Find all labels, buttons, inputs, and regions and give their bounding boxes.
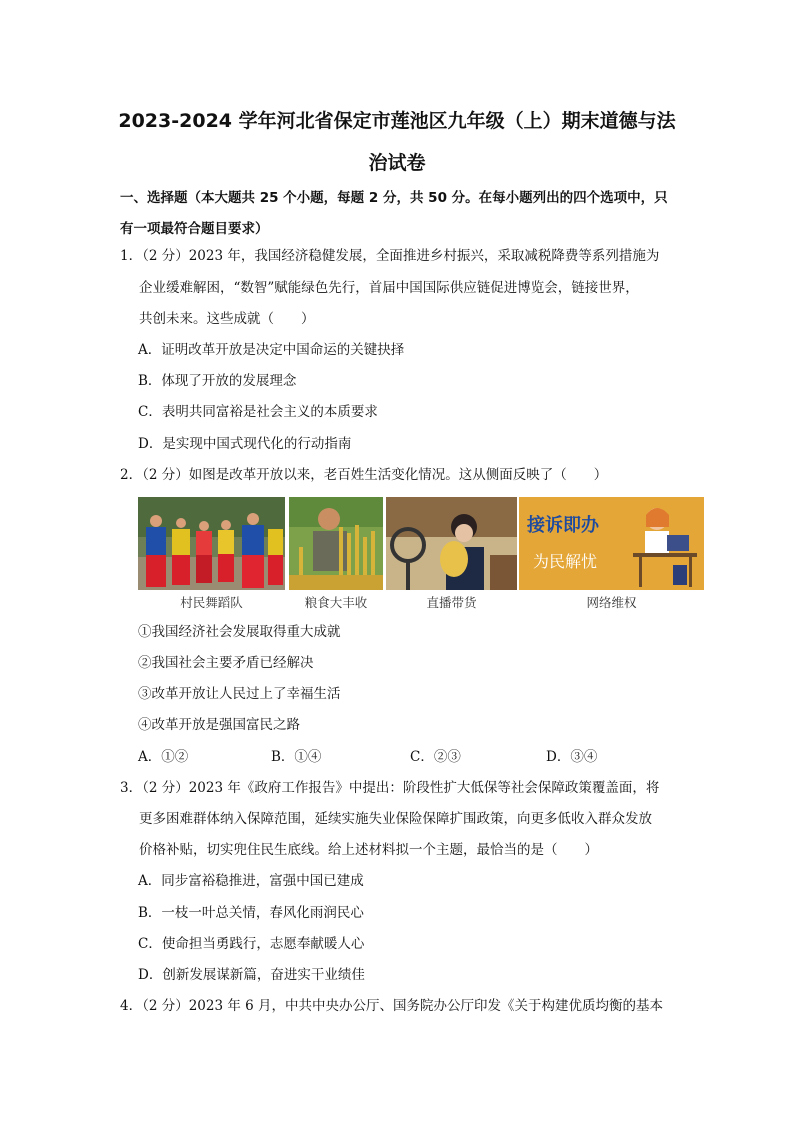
q3-stem-line-1: 3．（2 分）2023 年《政府工作报告》中提出：阶段性扩大低保等社会保障政策覆盖面，将 — [120, 780, 660, 796]
title-line-2: 治试卷 — [368, 152, 426, 174]
title-line-1: 2023-2024 学年河北省保定市莲池区九年级（上）期末道德与法 — [118, 110, 676, 132]
caption-dance-team: 村民舞蹈队 — [180, 595, 243, 610]
caption-harvest: 粮食大丰收 — [304, 595, 368, 610]
photo-live-streaming — [386, 497, 517, 590]
q2-choice-a: A．①② — [138, 749, 189, 765]
q4-stem-line-1: 4．（2 分）2023 年 6 月，中共中央办公厅、国务院办公厅印发《关于构建优质均衡的基本 — [120, 998, 664, 1014]
q3-stem-line-3: 价格补贴，切实兜住民生底线。给上述材料拟一个主题，最恰当的是（ ） — [139, 842, 598, 858]
q2-statement-1: ①我国经济社会发展取得重大成就 — [138, 624, 341, 640]
exam-title — [100, 100, 694, 184]
q3-stem-line-2: 更多困难群体纳入保障范围，延续实施失业保险保障扩围政策，向更多低收入群众发放 — [139, 811, 652, 827]
photo-online-rights-banner — [519, 497, 704, 590]
q1-option-a: A．证明改革开放是决定中国命运的关键抉择 — [138, 342, 405, 358]
q2-choice-d: D．③④ — [546, 749, 598, 765]
caption-live-streaming: 直播带货 — [426, 595, 477, 610]
q1-option-c: C．表明共同富裕是社会主义的本质要求 — [138, 404, 378, 420]
q2-statement-3: ③改革开放让人民过上了幸福生活 — [138, 686, 341, 702]
q3-option-d: D．创新发展谋新篇，奋进实干业绩佳 — [138, 967, 365, 983]
q2-choice-c: C．②③ — [410, 749, 461, 765]
q2-stem-line-1: 2．（2 分）如图是改革开放以来，老百姓生活变化情况。这从侧面反映了（ ） — [120, 467, 608, 483]
banner-subtitle: 为民解忧 — [533, 552, 598, 571]
q1-option-b: B．体现了开放的发展理念 — [138, 373, 297, 389]
service-worker-illustration — [621, 497, 704, 590]
q3-option-a: A．同步富裕稳推进，富强中国已建成 — [138, 873, 364, 889]
photo-harvest — [289, 497, 383, 590]
q2-statement-2: ②我国社会主要矛盾已经解决 — [138, 655, 314, 671]
q1-option-d: D．是实现中国式现代化的行动指南 — [138, 436, 352, 452]
q2-statement-4: ④改革开放是强国富民之路 — [138, 717, 300, 733]
banner-title: 接诉即办 — [527, 515, 599, 536]
section-heading — [120, 183, 680, 245]
q1-stem-line-3: 共创未来。这些成就（ ） — [139, 311, 315, 327]
q1-stem-line-2: 企业缓难解困，“数智”赋能绿色先行，首届中国国际供应链促进博览会，链接世界， — [139, 280, 639, 296]
q2-photo-strip — [138, 497, 704, 612]
section-heading-line-2: 有一项最符合题目要求） — [120, 221, 269, 237]
section-heading-line-1: 一、选择题（本大题共 25 个小题，每题 2 分，共 50 分。在每小题列出的四个选项中，只 — [120, 190, 668, 206]
caption-online-rights: 网络维权 — [586, 595, 637, 610]
q3-option-b: B．一枝一叶总关情，春风化雨润民心 — [138, 905, 364, 921]
q2-choice-b: B．①④ — [271, 749, 322, 765]
q1-stem-line-1: 1．（2 分）2023 年，我国经济稳健发展，全面推进乡村振兴，采取减税降费等系列措施为 — [120, 248, 660, 264]
q3-option-c: C．使命担当勇践行，志愿奉献暖人心 — [138, 936, 365, 952]
photo-dance-team — [138, 497, 285, 590]
